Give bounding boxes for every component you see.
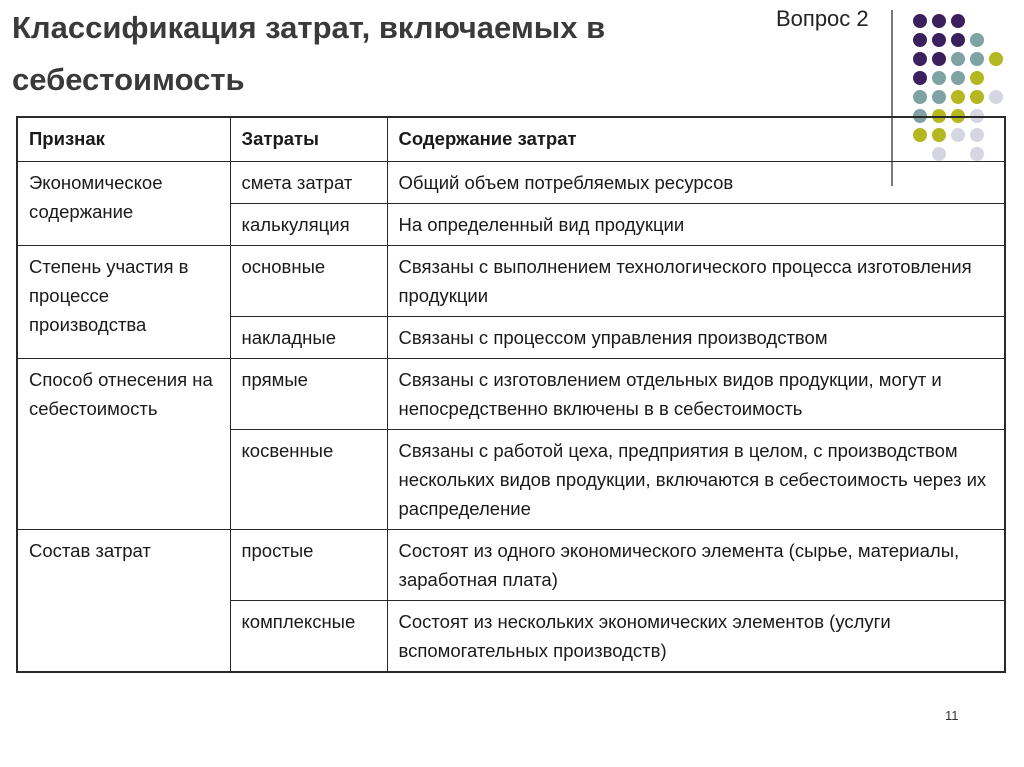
- content-cell: Связаны с выполнением технологического процесса изготовления продукции: [387, 246, 1005, 317]
- table-row: [17, 246, 1005, 317]
- header-feature: Признак: [17, 117, 230, 162]
- decor-dot: [970, 52, 984, 66]
- feature-cell: Способ отнесения на себестоимость: [17, 359, 230, 530]
- cost-cell: основные: [230, 246, 387, 317]
- question-label: Вопрос 2: [776, 6, 869, 31]
- header-content: Содержание затрат: [387, 117, 1005, 162]
- decor-dot: [989, 90, 1003, 104]
- content-cell: На определенный вид продукции: [387, 204, 1005, 246]
- decor-dot: [932, 14, 946, 28]
- feature-cell: Состав затрат: [17, 530, 230, 673]
- cost-cell: косвенные: [230, 430, 387, 530]
- cost-cell: комплексные: [230, 601, 387, 673]
- decor-dot: [951, 71, 965, 85]
- decor-dot: [951, 90, 965, 104]
- cost-cell: простые: [230, 530, 387, 601]
- cost-cell: накладные: [230, 317, 387, 359]
- decor-dot: [932, 71, 946, 85]
- cost-cell: калькуляция: [230, 204, 387, 246]
- content-cell: Состоят из нескольких экономических элементов (услуги вспомогательных производств): [387, 601, 1005, 673]
- cost-cell: смета затрат: [230, 162, 387, 204]
- page-number: 11: [945, 708, 959, 723]
- decor-dot: [970, 71, 984, 85]
- decor-dot: [932, 33, 946, 47]
- content-cell: Состоят из одного экономического элемента (сырье, материалы, заработная плата): [387, 530, 1005, 601]
- decor-dot: [951, 33, 965, 47]
- decor-dot: [989, 52, 1003, 66]
- decor-dot: [913, 90, 927, 104]
- slide-title: Классификация затрат, включаемых в себестоимость: [12, 10, 606, 97]
- feature-cell: Экономическое содержание: [17, 162, 230, 246]
- decor-dot: [913, 52, 927, 66]
- content-cell: Общий объем потребляемых ресурсов: [387, 162, 1005, 204]
- decor-dot: [951, 52, 965, 66]
- feature-cell: Степень участия в процессе производства: [17, 246, 230, 359]
- content-cell: Связаны с изготовлением отдельных видов продукции, могут и непосредственно включены в в себестоимость: [387, 359, 1005, 430]
- decor-dot: [913, 71, 927, 85]
- header-costs: Затраты: [230, 117, 387, 162]
- table-header-row: [17, 117, 1005, 162]
- cost-classification-table: [16, 116, 1006, 673]
- decor-dot: [932, 90, 946, 104]
- content-cell: Связаны с работой цеха, предприятия в целом, с производством нескольких видов продукции, включаются в себестоимость через их распределение: [387, 430, 1005, 530]
- cost-cell: прямые: [230, 359, 387, 430]
- decor-dot: [970, 90, 984, 104]
- decor-dot: [913, 14, 927, 28]
- content-cell: Связаны с процессом управления производством: [387, 317, 1005, 359]
- decor-dot: [913, 33, 927, 47]
- table-row: [17, 162, 1005, 204]
- table-row: [17, 530, 1005, 601]
- decor-dot: [951, 14, 965, 28]
- table-row: [17, 359, 1005, 430]
- decor-dot: [932, 52, 946, 66]
- decor-dot: [970, 33, 984, 47]
